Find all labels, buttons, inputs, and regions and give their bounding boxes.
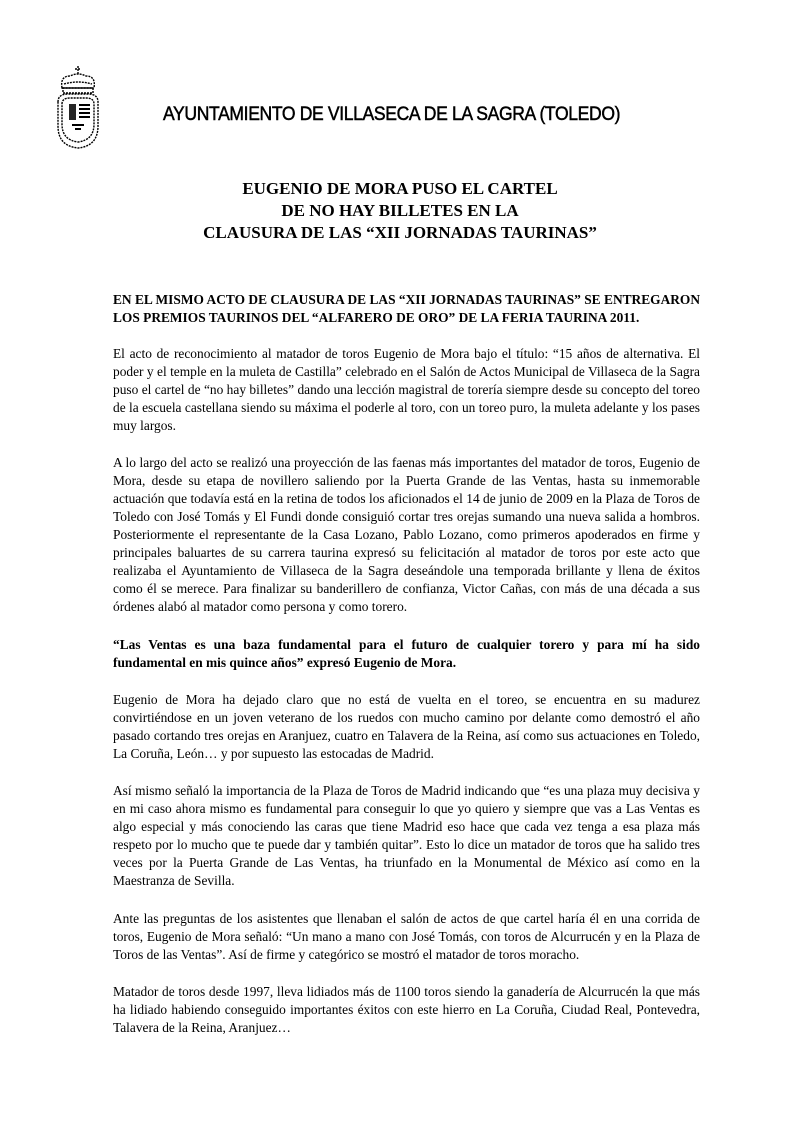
article-lead: EN EL MISMO ACTO DE CLAUSURA DE LAS “XII JORNADAS TAURINAS” SE ENTREGARON LOS PREMIOS TAURINOS DEL “ALFARERO DE ORO” DE LA FERIA TAURINA 2011. (113, 292, 700, 325)
headline (120, 178, 680, 244)
article-body (113, 291, 700, 1037)
article-paragraph: Eugenio de Mora ha dejado claro que no está de vuelta en el toreo, se encuentra en su madurez convirtiéndose en un joven veterano de los ruedos con mucho camino por delante como demostró el año pasado cortando tres orejas en Aranjuez, cuatro en Talavera de la Reina, así como sus actuaciones en Toledo, La Coruña, León… y por supuesto las estocadas de Madrid. (113, 692, 700, 761)
article-paragraph: Ante las preguntas de los asistentes que llenaban el salón de actos de que cartel haría él en una corrida de toros, Eugenio de Mora señaló: “Un mano a mano con José Tomás, con toros de Alcurrucén y en la Plaza de Toros de las Ventas”. Así de firme y categórico se mostró el matador de toros moracho. (113, 911, 700, 962)
headline-line: CLAUSURA DE LAS “XII JORNADAS TAURINAS” (203, 223, 597, 242)
coat-of-arms-icon (50, 64, 106, 150)
headline-line: EUGENIO DE MORA PUSO EL CARTEL (242, 179, 558, 198)
article-paragraph: Así mismo señaló la importancia de la Plaza de Toros de Madrid indicando que “es una plaza muy decisiva y en mi caso ahora mismo es fundamental para conseguir lo que yo quiero y siempre que vas a Las Ventas es algo especial y más conociendo las caras que tiene Madrid eso hace que cada vez tenga a esa plaza más respeto por lo mucho que te puede dar y también quitar”. Esto lo dice un matador de toros que ha salido tres veces por la Puerta Grande de Las Ventas, ha triunfado en la Monumental de México así como en la Maestranza de Sevilla. (113, 783, 700, 888)
organization-title: AYUNTAMIENTO DE VILLASECA DE LA SAGRA (TOLEDO) (163, 103, 621, 125)
headline-line: DE NO HAY BILLETES EN LA (281, 201, 519, 220)
coat-of-arms-logo (50, 64, 106, 150)
article-paragraph: Matador de toros desde 1997, lleva lidiados más de 1100 toros siendo la ganadería de Alcurrucén la que más ha lidiado habiendo conseguido importantes éxitos con este hierro en La Coruña, Ciudad Real, Pontevedra, Talavera de la Reina, Aranjuez… (113, 984, 700, 1035)
article-quote: “Las Ventas es una baza fundamental para el futuro de cualquier torero y para mí ha sido fundamental en mis quince años” expresó Eugenio de Mora. (113, 637, 700, 670)
article-paragraph: El acto de reconocimiento al matador de toros Eugenio de Mora bajo el título: “15 años de alternativa. El poder y el temple en la muleta de Castilla” celebrado en el Salón de Actos Municipal de Villaseca de la Sagra puso el cartel de “no hay billetes” dando una lección magistral de torería siempre desde su concepto del toreo de la escuela castellana siendo su máxima el poderle al toro, con un toreo puro, la muleta adelante y los pases muy largos. (113, 346, 700, 433)
article-paragraph: A lo largo del acto se realizó una proyección de las faenas más importantes del matador de toros, Eugenio de Mora, desde su etapa de novillero saliendo por la Puerta Grande de las Ventas, hasta su inmemorable actuación que todavía está en la retina de todos los aficionados el 14 de junio de 2009 en la Plaza de Toros de Toledo con José Tomás y El Fundi donde consiguió cortar tres orejas sumando una nueva salida a hombros. Posteriormente el representante de la Casa Lozano, Pablo Lozano, como primeros apoderados en firme y principales baluartes de su carrera taurina expresó su felicitación al matador de toros por este acto que realizaba el Ayuntamiento de Villaseca de la Sagra deseándole una temporada brillante y llena de éxitos como él se merece. Para finalizar su banderillero de confianza, Victor Cañas, con más de una década a sus órdenes alabó al matador como persona y como torero. (113, 455, 700, 614)
